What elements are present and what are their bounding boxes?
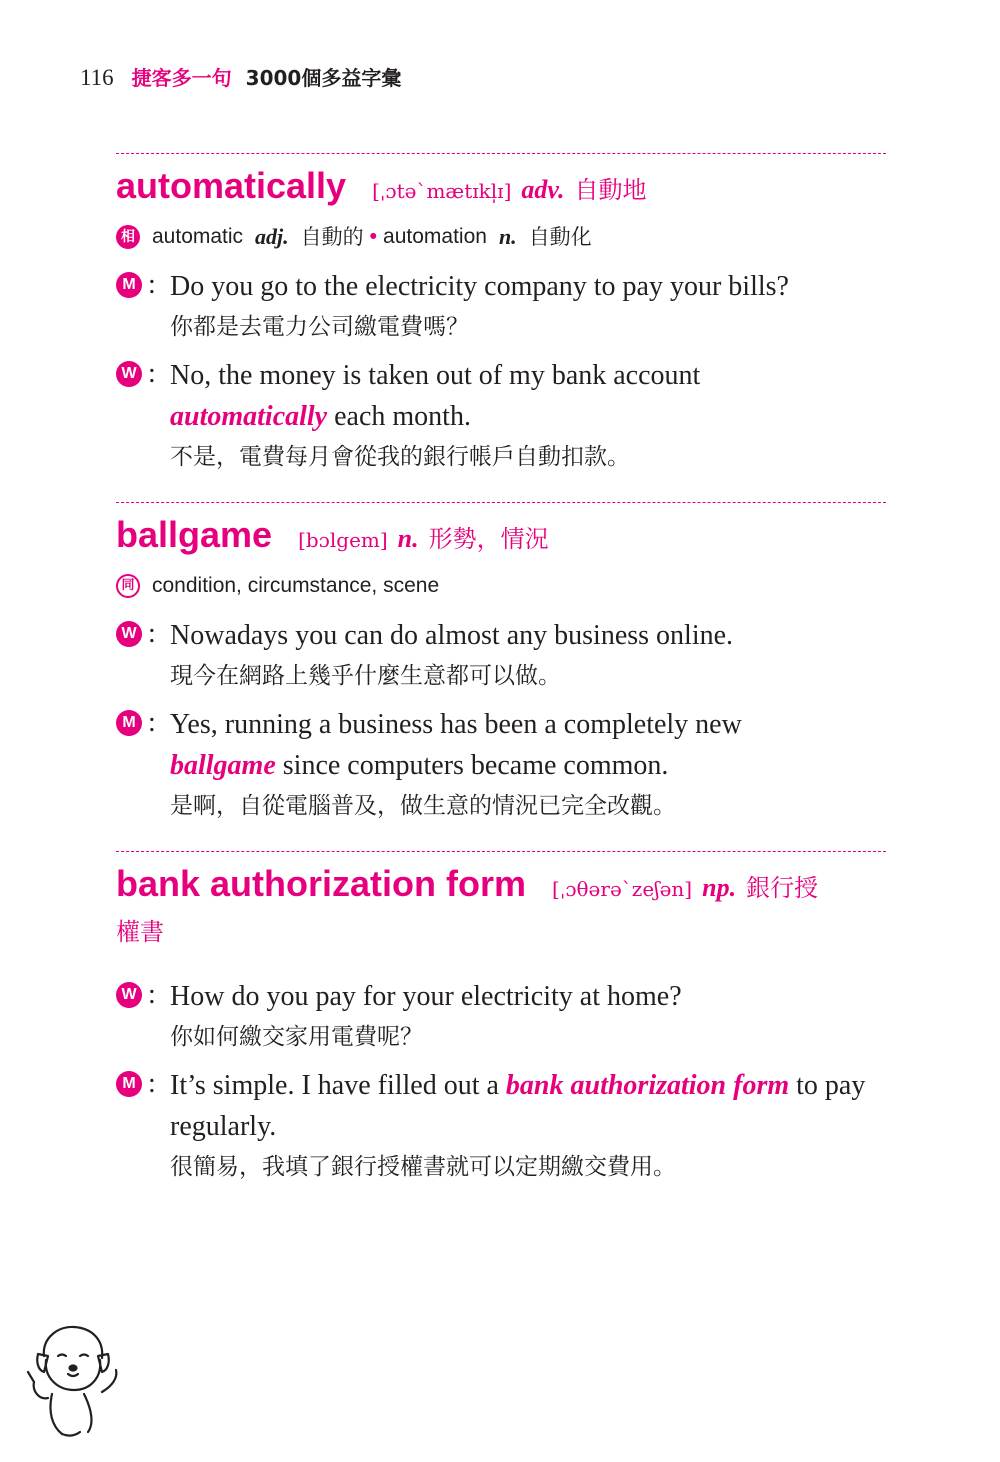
gloss: 自動地 — [574, 176, 647, 204]
dialogue-line — [116, 1065, 886, 1187]
english-sentence: Do you go to the electricity company to pay your bills? — [170, 271, 789, 302]
phonetic: [ˌɔθərəˋzeʃən] — [552, 877, 693, 901]
related-words — [116, 222, 886, 252]
related-word: automation — [383, 225, 487, 248]
part-of-speech: adv. — [521, 175, 565, 204]
entry-automatically — [116, 153, 886, 477]
related-word: automatic — [152, 225, 244, 248]
gloss: 形勢，情況 — [428, 525, 549, 553]
synonyms — [116, 571, 886, 601]
gloss-continued: 權書 — [116, 918, 164, 946]
chinese-translation: 現今在網路上幾乎什麼生意都可以做。 — [170, 663, 561, 689]
speaker: M : — [116, 710, 156, 736]
speaker: W : — [116, 361, 156, 387]
speaker-w-icon: W — [116, 982, 142, 1008]
entry-ballgame — [116, 502, 886, 826]
bullet-dot-icon: • — [369, 225, 378, 248]
dialogue-line — [116, 976, 886, 1057]
related-pos: n. — [498, 224, 517, 249]
part-of-speech: n. — [397, 524, 419, 553]
series-title: 捷客多一句 — [131, 66, 232, 90]
related-pos: adj. — [255, 224, 289, 249]
headword-line — [116, 513, 886, 565]
speaker: W : — [116, 982, 156, 1008]
headword-line — [116, 164, 886, 216]
speaker: W : — [116, 621, 156, 647]
synonym-list: condition, circumstance, scene — [152, 574, 440, 597]
dialogue-line — [116, 615, 886, 696]
english-sentence: Nowadays you can do almost any business online. — [170, 620, 734, 651]
speaker-m-icon: M — [116, 710, 142, 736]
dialogue-line — [116, 266, 886, 347]
speaker: M : — [116, 272, 156, 298]
page-number: 116 — [80, 65, 114, 90]
chinese-translation: 很簡易，我填了銀行授權書就可以定期繳交費用。 — [170, 1154, 676, 1180]
book-title: 3000個多益字彙 — [245, 66, 402, 90]
speaker-w-icon: W — [116, 621, 142, 647]
phonetic: [ˌɔtəˋmætɪkl̩ɪ] — [372, 179, 512, 203]
english-sentence: No, the money is taken out of my bank account automatically each month. — [170, 360, 701, 432]
chinese-translation: 你都是去電力公司繳電費嗎？ — [170, 314, 469, 340]
related-zh: 自動的 — [300, 225, 364, 249]
chinese-translation: 不是，電費每月會從我的銀行帳戶自動扣款。 — [170, 444, 630, 470]
speaker-m-icon: M — [116, 1071, 142, 1097]
related-zh: 自動化 — [528, 225, 592, 249]
synonym-badge-icon: 同 — [116, 574, 140, 598]
english-sentence: It’s simple. I have filled out a bank authorization form to pay regularly. — [170, 1070, 866, 1142]
related-badge-icon: 相 — [116, 225, 140, 249]
gloss: 銀行授 — [746, 874, 819, 902]
dashed-divider — [116, 502, 886, 503]
entry-bank-authorization-form — [116, 851, 886, 1187]
phonetic: [bɔlgem] — [298, 528, 388, 552]
headword: bank authorization form — [116, 863, 527, 904]
headword-line — [116, 862, 886, 914]
speaker: M : — [116, 1071, 156, 1097]
dashed-divider — [116, 153, 886, 154]
chinese-translation: 你如何繳交家用電費呢？ — [170, 1024, 423, 1050]
dialogue-line — [116, 704, 886, 826]
page-header — [80, 62, 401, 94]
speaker-w-icon: W — [116, 361, 142, 387]
dialogue-line — [116, 355, 886, 477]
headword: automatically — [116, 165, 347, 206]
headword: ballgame — [116, 514, 273, 555]
speaker-m-icon: M — [116, 272, 142, 298]
dashed-divider — [116, 851, 886, 852]
bear-mascot-icon — [22, 1320, 122, 1440]
chinese-translation: 是啊，自從電腦普及，做生意的情況已完全改觀。 — [170, 793, 676, 819]
english-sentence: Yes, running a business has been a completely new ballgame since computers became common. — [170, 709, 742, 781]
english-sentence: How do you pay for your electricity at home? — [170, 981, 682, 1012]
part-of-speech: np. — [702, 873, 737, 902]
